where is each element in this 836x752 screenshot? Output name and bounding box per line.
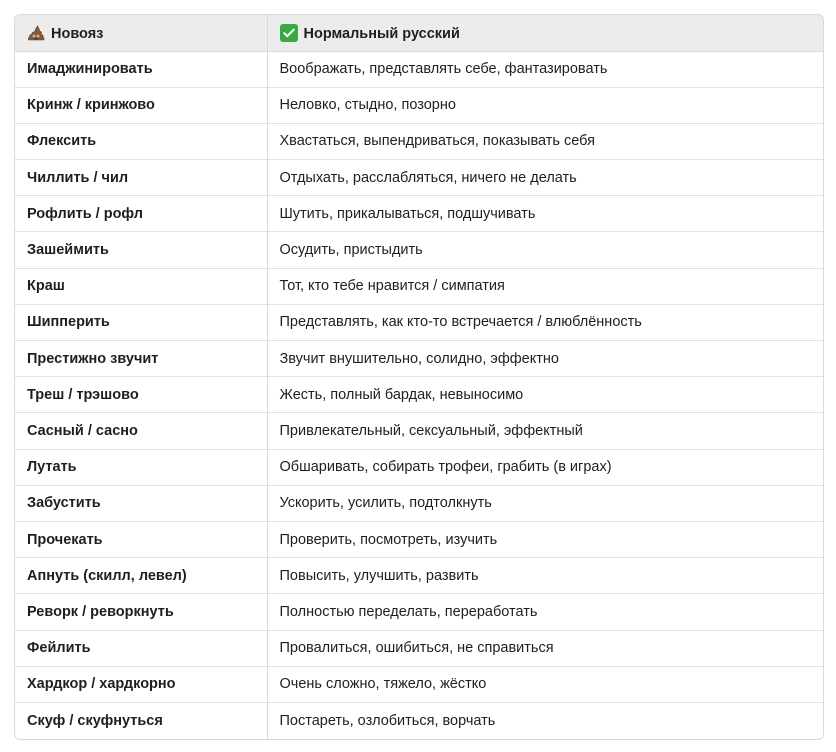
table-row	[15, 521, 823, 557]
term-cell: Кринж / кринжово	[15, 87, 267, 123]
table-body	[15, 51, 823, 739]
table-row	[15, 160, 823, 196]
term-cell: Сасный / сасно	[15, 413, 267, 449]
meaning-cell: Отдыхать, расслабляться, ничего не делать	[267, 160, 823, 196]
meaning-cell: Провалиться, ошибиться, не справиться	[267, 630, 823, 666]
term-cell: Треш / трэшово	[15, 377, 267, 413]
table-row	[15, 51, 823, 87]
term-cell: Рофлить / рофл	[15, 196, 267, 232]
table-row	[15, 666, 823, 702]
meaning-cell: Воображать, представлять себе, фантазировать	[267, 51, 823, 87]
term-cell: Реворк / реворкнуть	[15, 594, 267, 630]
table-row	[15, 377, 823, 413]
term-cell: Флексить	[15, 123, 267, 159]
term-cell: Скуф / скуфнуться	[15, 702, 267, 738]
meaning-cell: Шутить, прикалываться, подшучивать	[267, 196, 823, 232]
table-row	[15, 449, 823, 485]
meaning-cell: Жесть, полный бардак, невыносимо	[267, 377, 823, 413]
table-row	[15, 702, 823, 738]
table-row	[15, 268, 823, 304]
poop-icon	[27, 24, 45, 42]
term-cell: Шипперить	[15, 304, 267, 340]
table-row	[15, 87, 823, 123]
table-row	[15, 558, 823, 594]
table-row	[15, 341, 823, 377]
meaning-cell: Тот, кто тебе нравится / симпатия	[267, 268, 823, 304]
table-row	[15, 232, 823, 268]
table-row	[15, 630, 823, 666]
meaning-cell: Ускорить, усилить, подтолкнуть	[267, 485, 823, 521]
table-row	[15, 196, 823, 232]
meaning-cell: Хвастаться, выпендриваться, показывать себя	[267, 123, 823, 159]
term-cell: Забустить	[15, 485, 267, 521]
header-normal-russian-label: Нормальный русский	[303, 25, 460, 42]
table-row	[15, 413, 823, 449]
meaning-cell: Звучит внушительно, солидно, эффектно	[267, 341, 823, 377]
meaning-cell: Постареть, озлобиться, ворчать	[267, 702, 823, 738]
term-cell: Имаджинировать	[27, 61, 153, 78]
check-mark-icon	[280, 24, 298, 42]
header-newspeak-label: Новояз	[51, 25, 104, 42]
header-newspeak	[15, 15, 267, 51]
meaning-cell: Обшаривать, собирать трофеи, грабить (в играх)	[267, 449, 823, 485]
header-normal-russian	[267, 15, 823, 51]
comparison-table-container	[14, 14, 824, 740]
comparison-table	[15, 15, 823, 739]
meaning-cell: Полностью переделать, переработать	[267, 594, 823, 630]
term-cell: Чиллить / чил	[15, 160, 267, 196]
table-row	[15, 123, 823, 159]
term-cell: Хардкор / хардкорно	[15, 666, 267, 702]
term-cell: Зашеймить	[15, 232, 267, 268]
term-cell: Фейлить	[15, 630, 267, 666]
meaning-cell: Осудить, пристыдить	[267, 232, 823, 268]
term-cell: Апнуть (скилл, левел)	[15, 558, 267, 594]
table-header	[15, 15, 823, 51]
table-row	[15, 304, 823, 340]
term-cell: Прочекать	[15, 521, 267, 557]
term-cell: Лутать	[15, 449, 267, 485]
meaning-cell: Привлекательный, сексуальный, эффектный	[267, 413, 823, 449]
table-row	[15, 594, 823, 630]
meaning-cell: Очень сложно, тяжело, жёстко	[267, 666, 823, 702]
term-cell: Краш	[15, 268, 267, 304]
meaning-cell: Повысить, улучшить, развить	[267, 558, 823, 594]
term-cell: Престижно звучит	[15, 341, 267, 377]
meaning-cell: Представлять, как кто-то встречается / влюблённость	[267, 304, 823, 340]
meaning-cell: Неловко, стыдно, позорно	[267, 87, 823, 123]
header-row	[15, 15, 823, 51]
table-row	[15, 485, 823, 521]
meaning-cell: Проверить, посмотреть, изучить	[267, 521, 823, 557]
